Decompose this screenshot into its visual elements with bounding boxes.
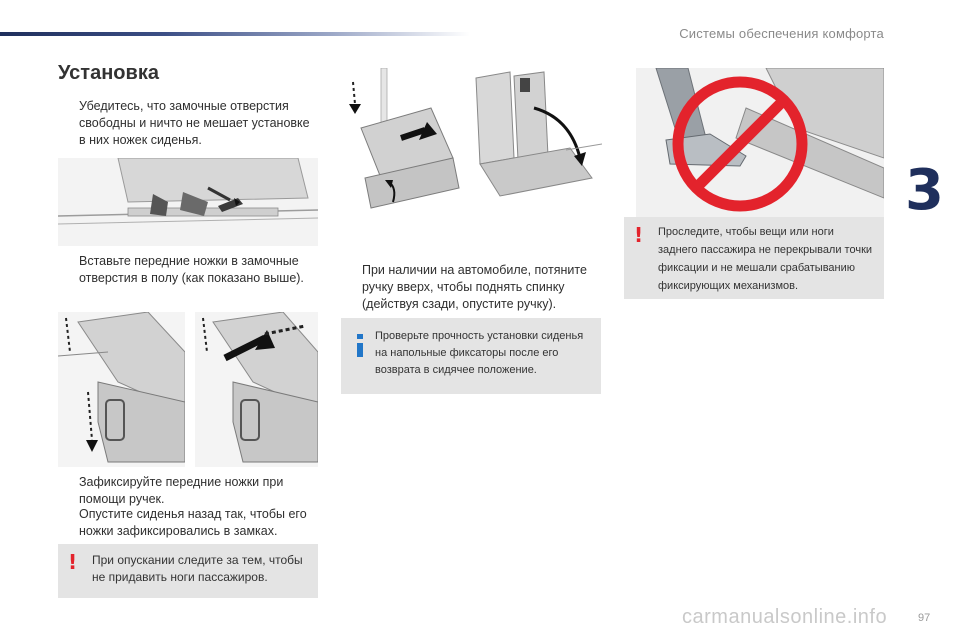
- chapter-number: 3: [905, 158, 944, 223]
- info-note-check: [341, 318, 601, 394]
- illustration-backrest-lift-side: [341, 68, 469, 218]
- section-title: Системы обеспечения комфорта: [679, 26, 884, 41]
- info-text: Проверьте прочность установки сиденья на напольные фиксаторы после его возврата в сидячее положение.: [375, 330, 584, 376]
- step-text: Опустите сиденья назад так, чтобы его ножки зафиксировались в замках.: [79, 507, 307, 538]
- illustration-floor-anchors: [58, 158, 318, 246]
- illustration-backrest-lift-row: [470, 68, 602, 218]
- page-title: Установка: [58, 62, 159, 84]
- header-accent-bar: [0, 32, 470, 36]
- step-text: Зафиксируйте передние ножки при помощи ручек.: [79, 475, 284, 506]
- page-number: 97: [918, 612, 931, 624]
- illustration-seat-lowering-right: [195, 312, 318, 467]
- step-text: Вставьте передние ножки в замочные отверстия в полу (как показано выше).: [79, 254, 304, 285]
- step-pull-handle: [341, 262, 627, 313]
- warning-note-objects: [624, 217, 884, 299]
- step-text: При наличии на автомобиле, потяните ручку вверх, чтобы поднять спинку (действуя сзади, опустите ручку).: [362, 263, 587, 311]
- warning-icon: !: [634, 223, 644, 247]
- illustration-no-feet-prohibition: [636, 68, 884, 218]
- warning-icon: !: [68, 550, 78, 574]
- step-check-holes: [58, 98, 344, 149]
- warning-text: При опускании следите за тем, чтобы не придавить ноги пассажиров.: [92, 553, 303, 584]
- step-text: Убедитесь, что замочные отверстия свободны и ничто не мешает установке в них ножек сиденья.: [79, 99, 310, 147]
- illustration-seat-lowering-left: [58, 312, 185, 467]
- step-lower-seat: [58, 506, 344, 540]
- step-insert-legs: [58, 253, 344, 287]
- warning-text: Проследите, чтобы вещи или ноги заднего пассажира не перекрывали точки фиксации и не мешали срабатыванию фиксирующих механизмов.: [658, 226, 873, 292]
- step-lock-handles: [58, 474, 344, 508]
- watermark: carmanualsonline.info: [682, 606, 888, 628]
- warning-note-feet: [58, 544, 318, 598]
